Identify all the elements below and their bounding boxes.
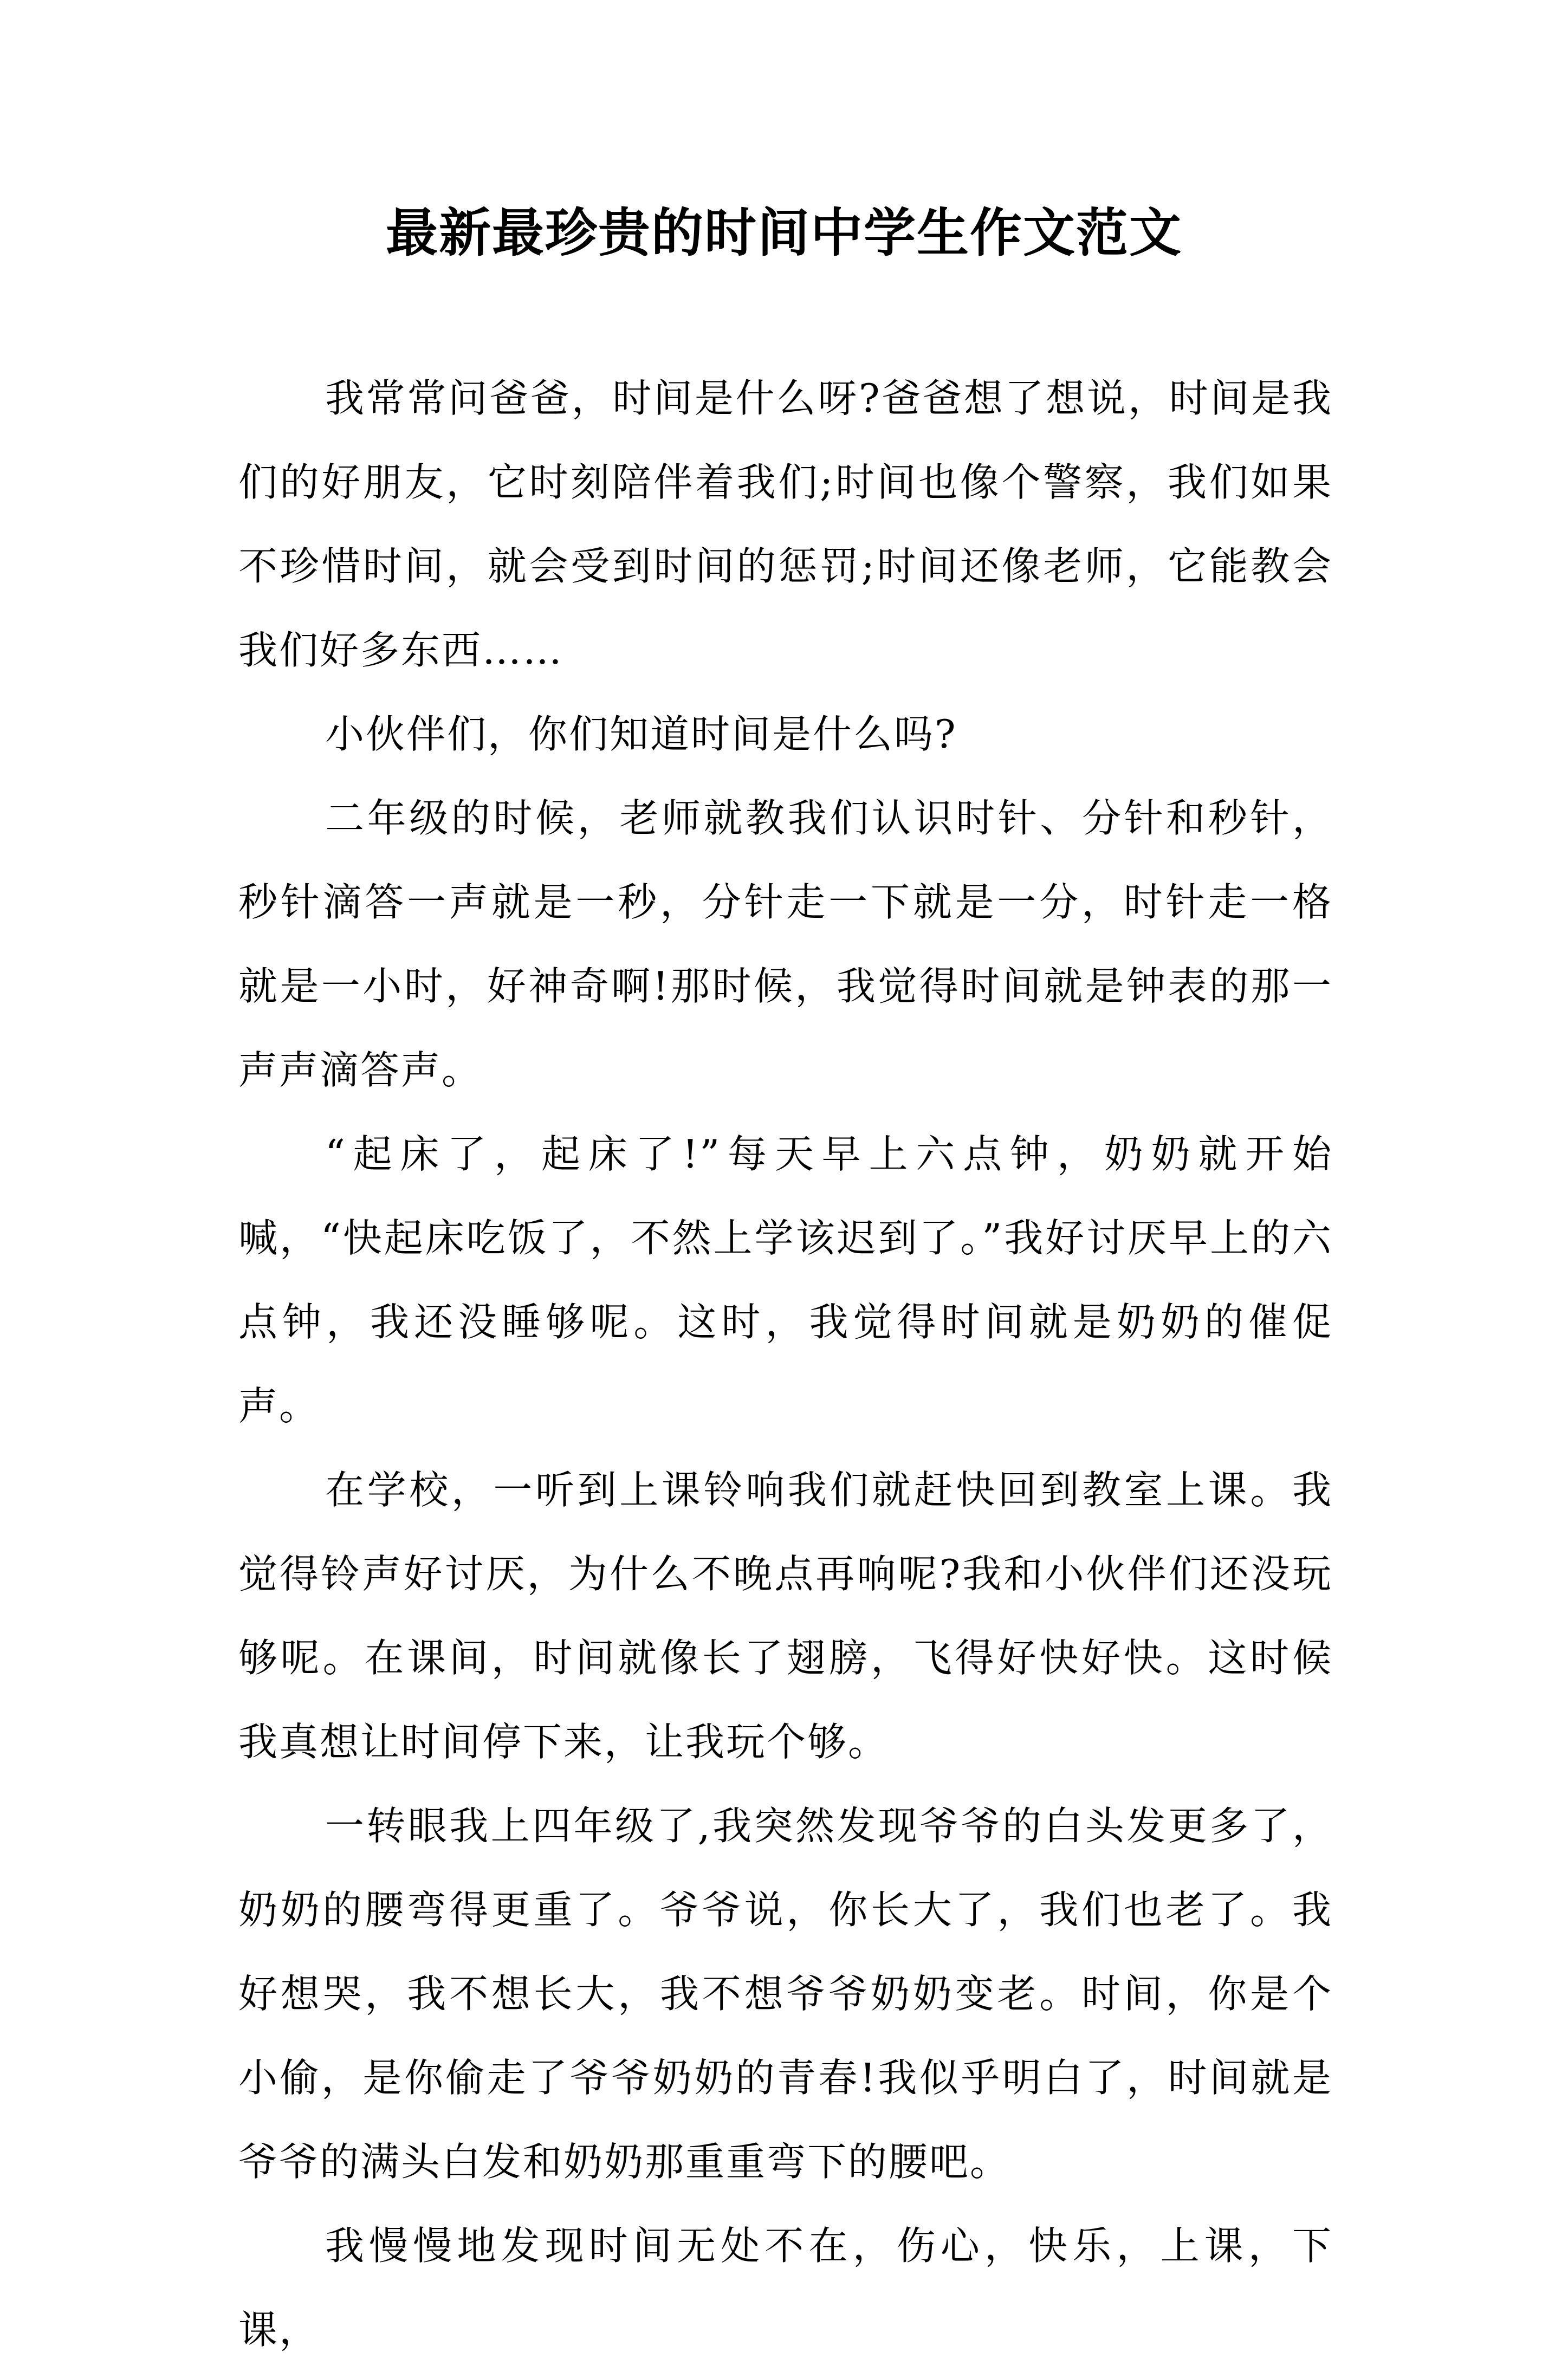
paragraph-7: 我慢慢地发现时间无处不在，伤心，快乐，上课，下课， <box>238 2223 1333 2352</box>
document-body <box>238 357 1333 2372</box>
paragraph-6: 一转眼我上四年级了,我突然发现爷爷的白头发更多了，奶奶的腰弯得更重了。爷爷说，你长大了，我们也老了。我好想哭，我不想长大，我不想爷爷奶奶变老。时间，你是个小偷，是你偷走了爷爷奶奶的青春!我似乎明白了，时间就是爷爷的满头白发和奶奶那重重弯下的腰吧。 <box>238 1803 1333 2185</box>
document-title: 最新最珍贵的时间中学生作文范文 <box>386 203 1182 263</box>
paragraph-4: “起床了，起床了!”每天早上六点钟，奶奶就开始喊，“快起床吃饭了，不然上学该迟到了。”我好讨厌早上的六点钟，我还没睡够呢。这时，我觉得时间就是奶奶的催促声。 <box>238 1131 1333 1429</box>
paragraph-5: 在学校，一听到上课铃响我们就赶快回到教室上课。我觉得铃声好讨厌，为什么不晚点再响呢?我和小伙伴们还没玩够呢。在课间，时间就像长了翅膀，飞得好快好快。这时候我真想让时间停下来，让我玩个够。 <box>238 1467 1333 1765</box>
paragraph-3: 二年级的时候，老师就教我们认识时针、分针和秒针，秒针滴答一声就是一秒，分针走一下就是一分，时针走一格就是一小时，好神奇啊!那时候，我觉得时间就是钟表的那一声声滴答声。 <box>238 795 1333 1093</box>
paragraph-2: 小伙伴们，你们知道时间是什么吗? <box>325 711 957 757</box>
paragraph-1: 我常常问爸爸，时间是什么呀?爸爸想了想说，时间是我们的好朋友，它时刻陪伴着我们;时间也像个警察，我们如果不珍惜时间，就会受到时间的惩罚;时间还像老师，它能教会我们好多东西…… <box>238 375 1333 673</box>
